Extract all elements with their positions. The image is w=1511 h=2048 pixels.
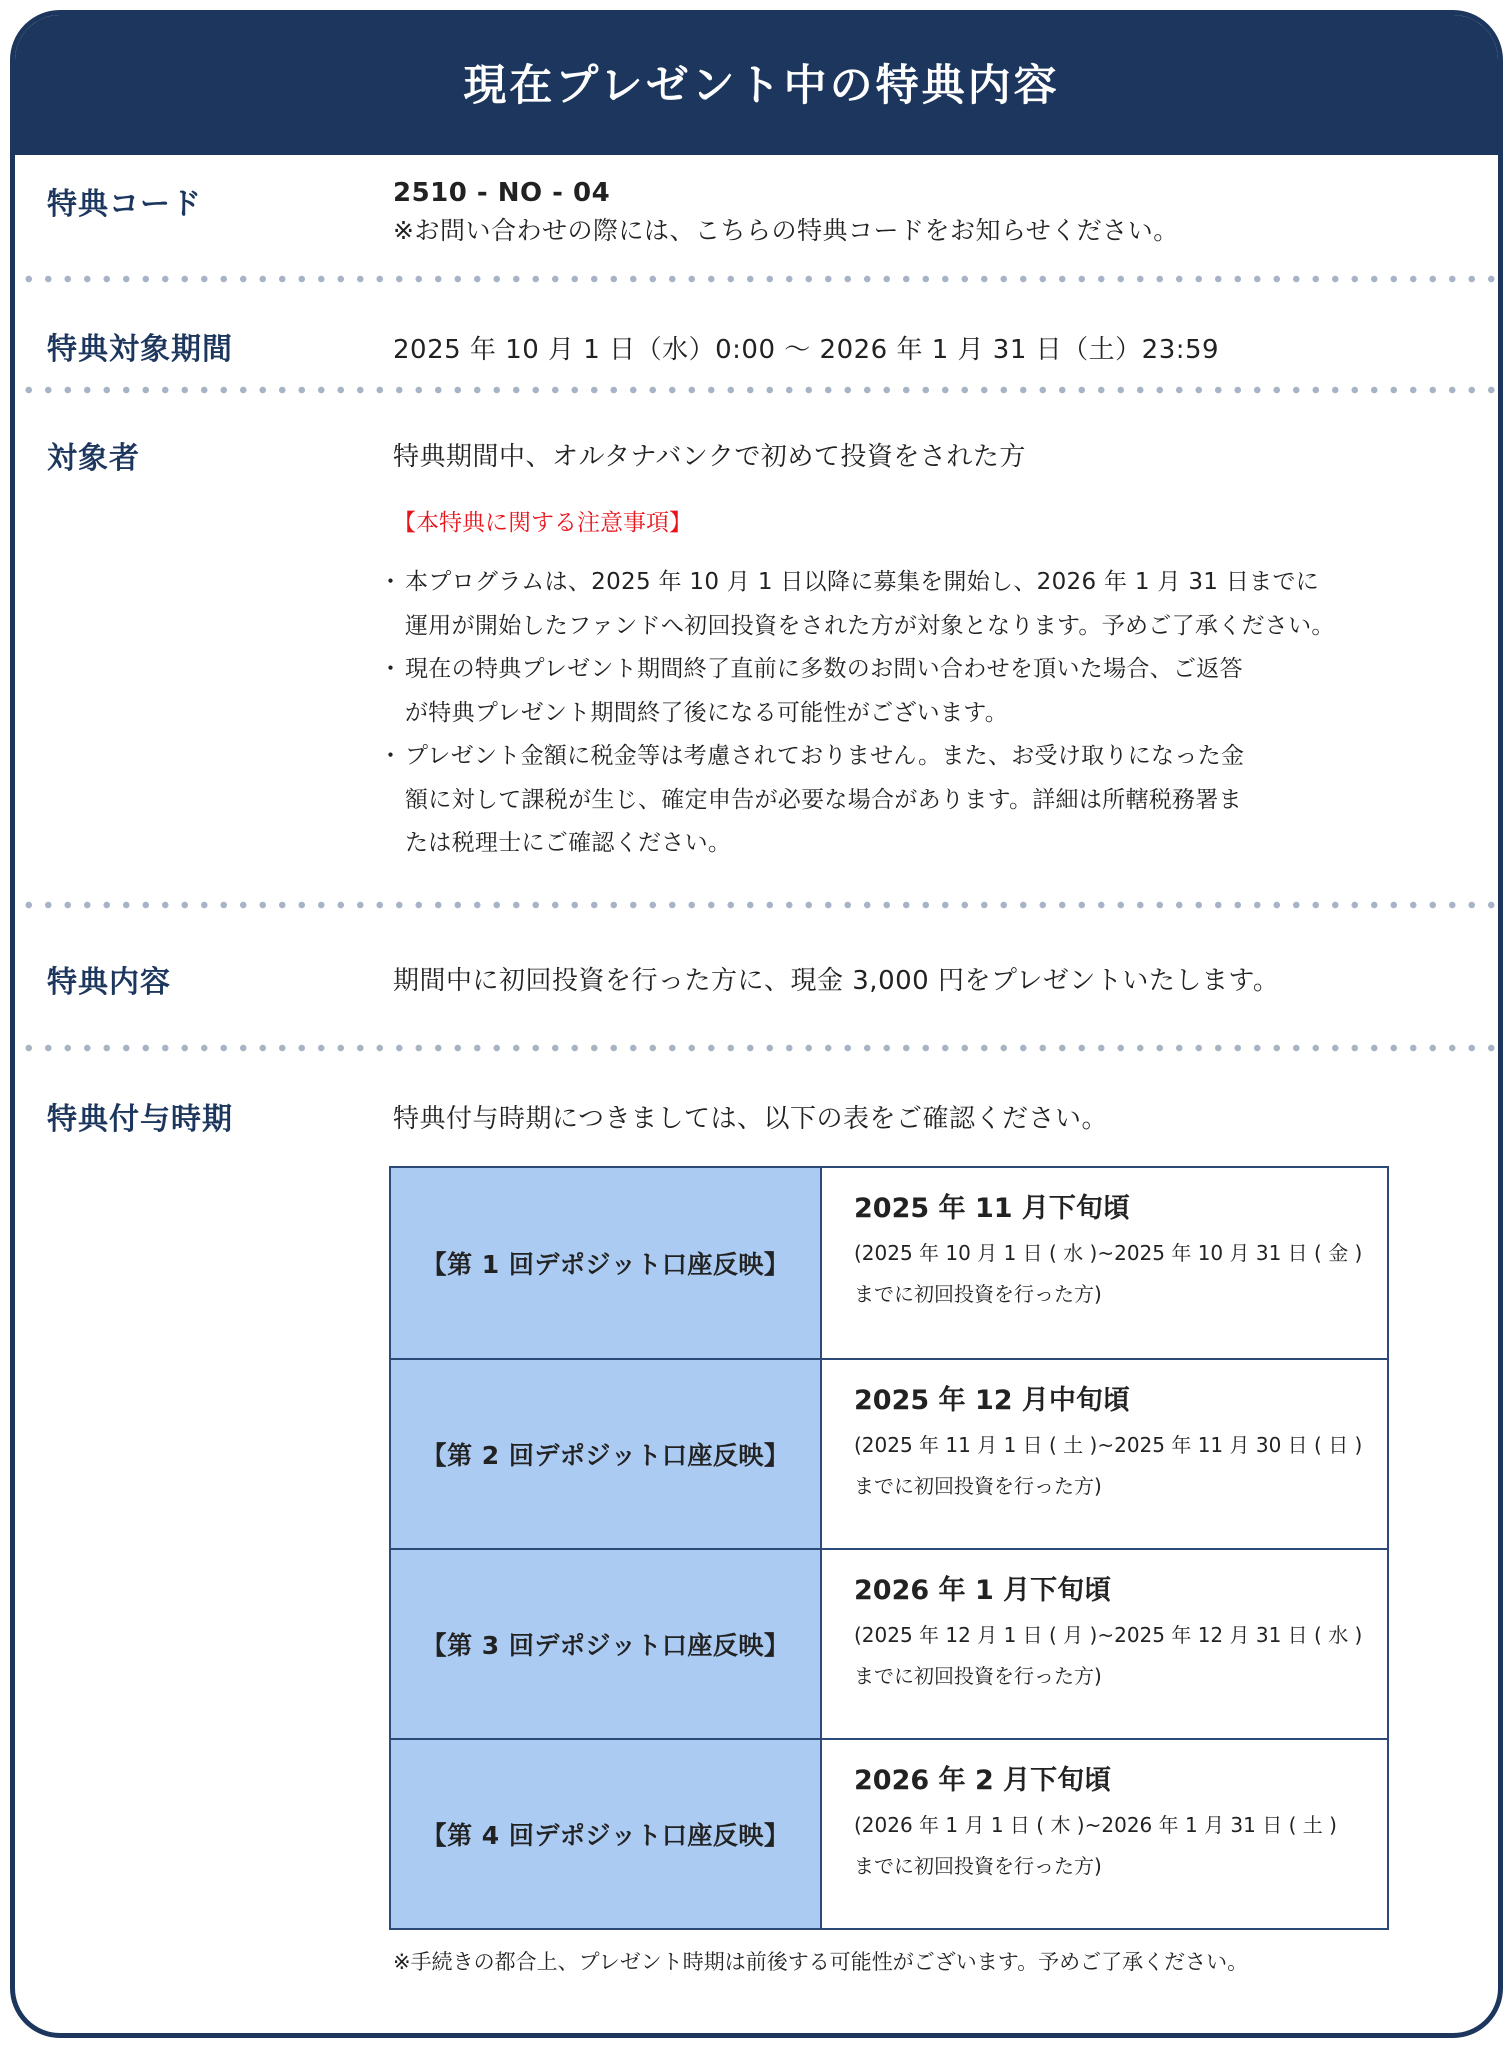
round-range: (2025 年 12 月 1 日 ( 月 )~2025 年 12 月 31 日 ( 水 ) [854,1623,1363,1647]
notice-line: が特典プレゼント期間終了後になる可能性がございます。 [405,699,1009,726]
card-header [10,10,1503,155]
round-value [822,1550,1387,1738]
round-date: 2026 年 1 月下旬頃 [854,1575,1112,1606]
target-value: 特典期間中、オルタナバンクで初めて投資をされた方 [393,442,1026,472]
round-tail: までに初回投資を行った方) [854,1282,1102,1306]
code-label: 特典コード [47,187,202,222]
code-note: ※お問い合わせの際には、こちらの特典コードをお知らせください。 [393,216,1179,245]
notice-line: ・ プレゼント金額に税金等は考慮されておりません。また、お受け取りになった金 [405,743,1245,769]
round-tail: までに初回投資を行った方) [854,1854,1102,1878]
divider [15,1044,1498,1052]
timing-footnote: ※手続きの都合上、プレゼント時期は前後する可能性がございます。予めご了承ください。 [393,1950,1249,1974]
round-date: 2025 年 12 月中旬頃 [854,1385,1130,1416]
table-row [391,1738,1387,1928]
round-label: 【第 2 回デポジット口座反映】 [391,1360,822,1548]
timing-value: 特典付与時期につきましては、以下の表をご確認ください。 [393,1104,1108,1134]
round-range: (2025 年 11 月 1 日 ( 土 )~2025 年 11 月 30 日 ( 日 ) [854,1433,1363,1457]
benefit-code: 2510 - NO - 04 [393,178,611,208]
notice-line: 運用が開始したファンドへ初回投資をされた方が対象となります。予めご了承ください。 [405,612,1335,639]
page-title: 現在プレゼント中の特典内容 [463,61,1060,111]
round-value [822,1168,1387,1358]
round-tail: までに初回投資を行った方) [854,1664,1102,1688]
round-label: 【第 1 回デポジット口座反映】 [391,1168,822,1358]
table-row [391,1548,1387,1738]
notice-line: 額に対して課税が生じ、確定申告が必要な場合があります。詳細は所轄税務署ま [405,786,1242,813]
notice-item [383,561,1503,648]
divider [15,275,1498,283]
notice-item [383,648,1503,735]
notice-heading: 【本特典に関する注意事項】 [393,510,692,536]
table-row [391,1168,1387,1358]
notice-list [383,561,1503,866]
round-value [822,1360,1387,1548]
content-label: 特典内容 [47,965,171,1000]
round-range: (2026 年 1 月 1 日 ( 木 )~2026 年 1 月 31 日 ( 土 ) [854,1813,1337,1837]
period-value: 2025 年 10 月 1 日（水）0:00 〜 2026 年 1 月 31 日（土）23:59 [393,335,1220,365]
round-label: 【第 3 回デポジット口座反映】 [391,1550,822,1738]
divider [15,901,1498,909]
notice-line: たは税理士にご確認ください。 [405,830,732,856]
notice-line: ・ 現在の特典プレゼント期間終了直前に多数のお問い合わせを頂いた場合、ご返答 [405,656,1243,682]
round-tail: までに初回投資を行った方) [854,1474,1102,1498]
target-label: 対象者 [47,441,140,476]
period-label: 特典対象期間 [47,332,233,367]
table-row [391,1358,1387,1548]
round-date: 2025 年 11 月下旬頃 [854,1193,1130,1224]
content-value: 期間中に初回投資を行った方に、現金 3,000 円をプレゼントいたします。 [393,966,1280,996]
benefit-card [10,10,1503,2038]
notice-item [383,735,1503,866]
round-date: 2026 年 2 月下旬頃 [854,1765,1112,1796]
timing-label: 特典付与時期 [47,1102,233,1137]
round-label: 【第 4 回デポジット口座反映】 [391,1740,822,1928]
divider [15,386,1498,394]
round-value [822,1740,1387,1928]
timing-table [389,1166,1389,1930]
notice-line: ・ 本プログラムは、2025 年 10 月 1 日以降に募集を開始し、2026 年 1 月 31 日までに [405,569,1320,595]
round-range: (2025 年 10 月 1 日 ( 水 )~2025 年 10 月 31 日 ( 金 ) [854,1241,1363,1265]
